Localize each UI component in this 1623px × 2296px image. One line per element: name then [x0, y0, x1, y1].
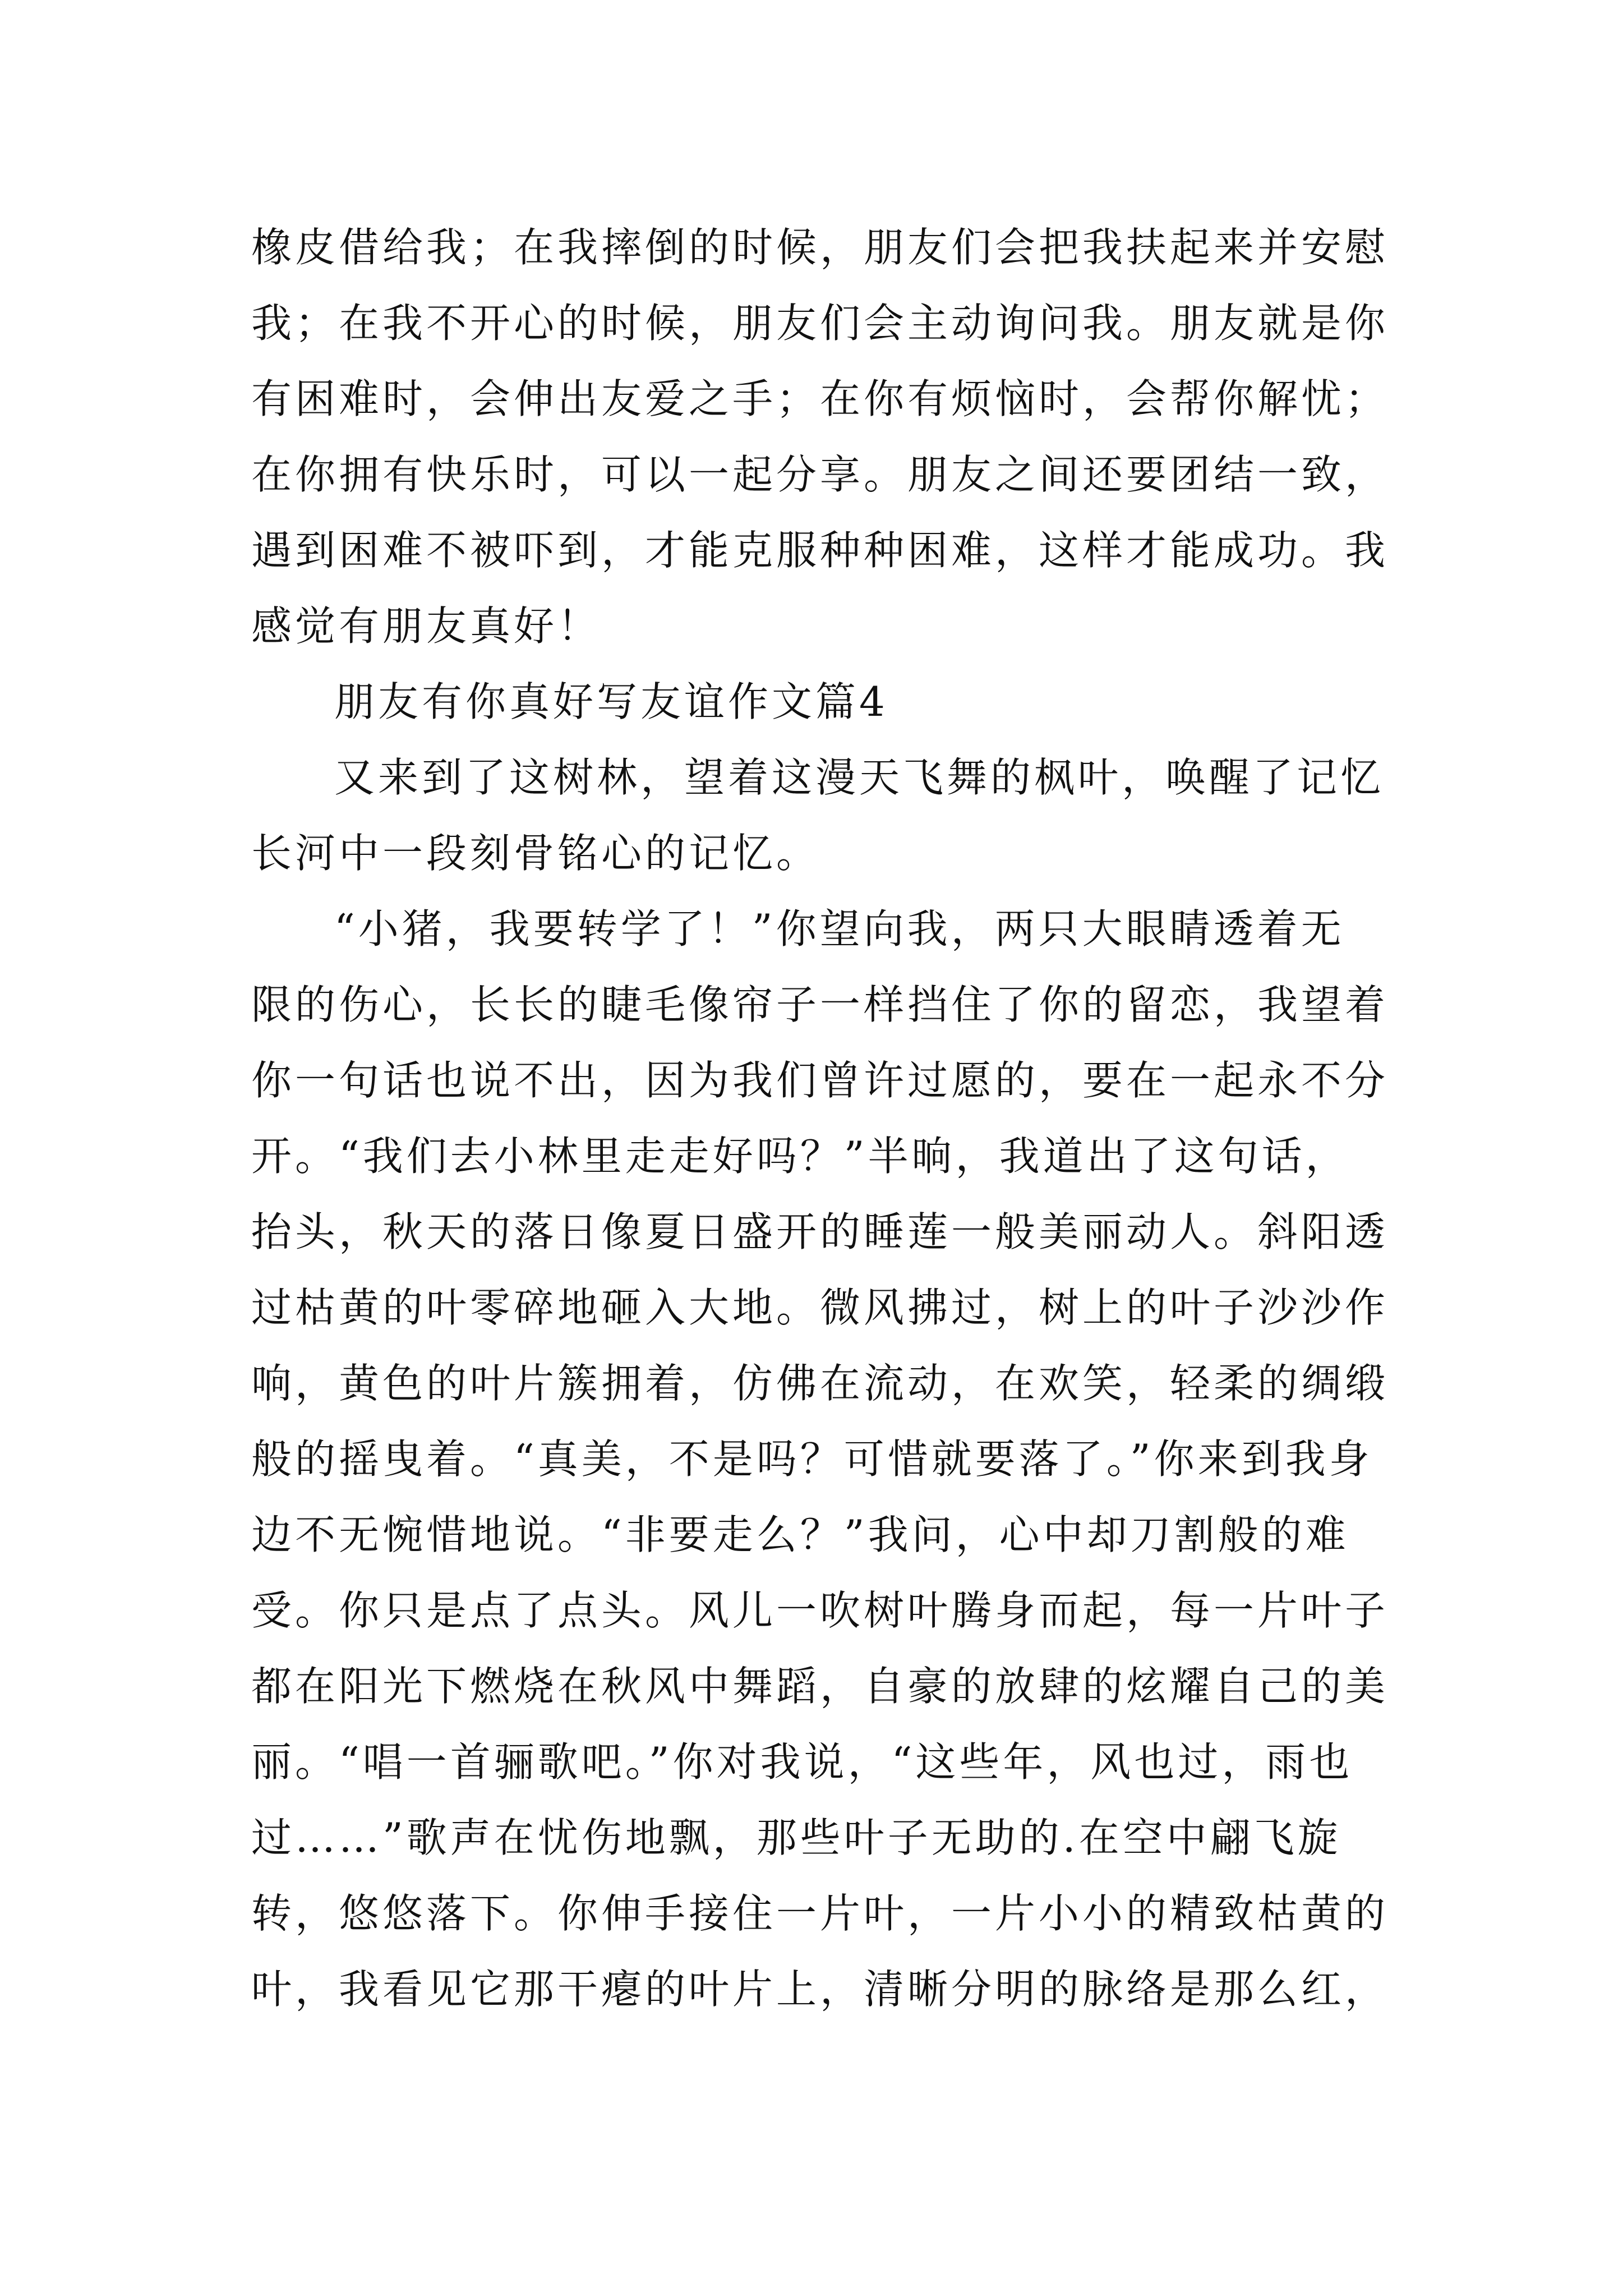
- essay-text: [251, 210, 1389, 2027]
- text-line: 有困难时，会伸出友爱之手；在你有烦恼时，会帮你解忧；: [251, 375, 1389, 422]
- text-line: 边不无惋惜地说。“非要走么？”我问，心中却刀割般的难: [251, 1511, 1349, 1558]
- text-line: 又来到了这树林，望着这漫天飞舞的枫叶，唤醒了记忆: [334, 754, 1385, 801]
- text-line: 抬头，秋天的落日像夏日盛开的睡莲一般美丽动人。斜阳透: [251, 1208, 1389, 1255]
- text-line: 转，悠悠落下。你伸手接住一片叶，一片小小的精致枯黄的: [251, 1890, 1389, 1937]
- text-line: 开。“我们去小林里走走好吗？”半晌，我道出了这句话，: [251, 1133, 1349, 1180]
- text-line: 我；在我不开心的时候，朋友们会主动询问我。朋友就是你: [251, 300, 1389, 347]
- text-line: “小猪，我要转学了！”你望向我，两只大眼睛透着无: [334, 905, 1345, 953]
- text-line: 受。你只是点了点头。风儿一吹树叶腾身而起，每一片叶子: [251, 1587, 1389, 1634]
- text-line: 丽。“唱一首骊歌吧。”你对我说，“这些年，风也过，雨也: [251, 1738, 1353, 1786]
- text-line: 在你拥有快乐时，可以一起分享。朋友之间还要团结一致，: [251, 451, 1389, 498]
- text-line: 遇到困难不被吓到，才能克服种种困难，这样才能成功。我: [251, 527, 1389, 574]
- text-line: 过……”歌声在忧伤地飘，那些叶子无助的.在空中翩飞旋: [251, 1814, 1341, 1861]
- text-line: 叶，我看见它那干瘪的叶片上，清晰分明的脉络是那么红，: [251, 1966, 1389, 2013]
- text-line: 感觉有朋友真好！: [251, 602, 602, 650]
- text-line: 过枯黄的叶零碎地砸入大地。微风拂过，树上的叶子沙沙作: [251, 1284, 1389, 1331]
- text-line: 限的伤心，长长的睫毛像帘子一样挡住了你的留恋，我望着: [251, 981, 1389, 1028]
- text-line: 般的摇曳着。“真美，不是吗？可惜就要落了。”你来到我身: [251, 1435, 1373, 1483]
- text-line: 长河中一段刻骨铭心的记忆。: [251, 830, 820, 877]
- text-line: 你一句话也说不出，因为我们曾许过愿的，要在一起永不分: [251, 1057, 1389, 1104]
- text-line: 橡皮借给我；在我摔倒的时候，朋友们会把我扶起来并安慰: [251, 224, 1389, 271]
- section-heading: 朋友有你真好写友谊作文篇4: [334, 678, 888, 725]
- text-line: 都在阳光下燃烧在秋风中舞蹈，自豪的放肆的炫耀自己的美: [251, 1663, 1389, 1710]
- text-line: 响，黄色的叶片簇拥着，仿佛在流动，在欢笑，轻柔的绸缎: [251, 1360, 1389, 1407]
